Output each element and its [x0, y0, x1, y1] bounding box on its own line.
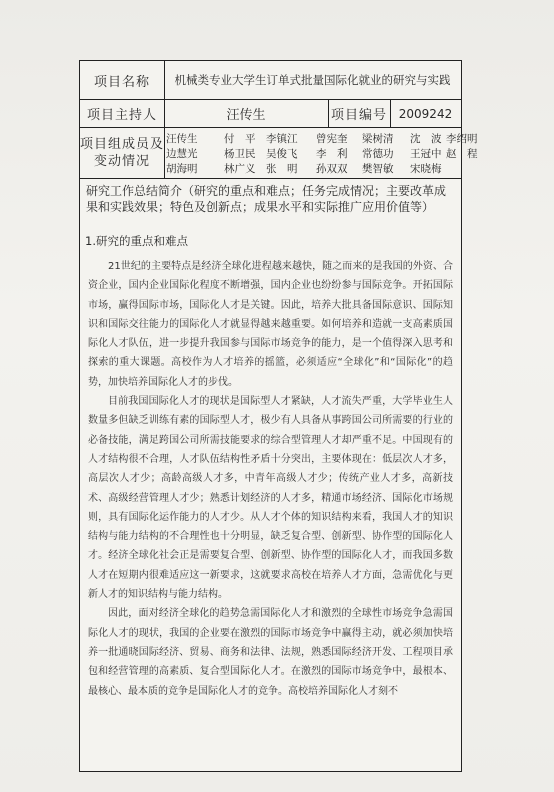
members-label-line2: 变动情况 — [93, 154, 150, 169]
member-name: 张 明 — [266, 163, 298, 175]
project-leader-label: 项目主持人 — [86, 108, 157, 123]
member-name: 付 平 — [224, 133, 256, 145]
members-grid — [164, 131, 478, 176]
paragraph: 目前我国国际化人才的现状是国际型人才紧缺，人才流失严重，大学毕业生人数量多但缺乏训练有素的国际型人才，极少有人具备从事跨国公司所需要的行业的必备技能，满足跨国公司所需技能要求的综合型管理人才却严重不足。中国现有的人才结构很不合理，人才队伍结构性矛盾十分突出，主要体现在：低层次人才多，高层次人才少；高龄高级人才多，中青年高级人才少；传统产业人才多，高新技术、高级经营管理人才少；熟悉计划经济的人才多，精通市场经济、国际化市场规则，具有国际化运作能力的人才少。从人才个体的知识结构来看，我国人才的知识结构与能力结构的不合理性也十分明显，缺乏复合型、创新型、协作型的国际化人才。经济全球化社会正是需要复合型、创新型、协作型的国际化人才，而我国多数人才在短期内很难适应这一新要求，这就要求高校在培养人才方面，急需优化与更新人才的知识结构与能力结构。 — [88, 396, 453, 601]
member-name: 王冠中 — [410, 148, 442, 160]
member-name: 汪传生 — [166, 133, 198, 145]
member-name: 曾宪奎 — [316, 133, 348, 145]
member-name: 李镇江 — [266, 133, 298, 145]
summary-instructions: 研究工作总结简介（研究的重点和难点；任务完成情况；主要改革成果和实践效果；特色及创新点；成果水平和实际推广应用价值等） — [86, 184, 447, 214]
member-name: 胡海明 — [166, 163, 198, 175]
member-name: 常德功 — [362, 148, 394, 160]
member-name: 梁树清 — [362, 133, 394, 145]
member-name: 赵 程 — [446, 148, 478, 160]
member-name: 樊智敏 — [362, 163, 394, 175]
project-leader-value: 汪传生 — [226, 108, 266, 123]
member-name: 沈 波 — [410, 133, 442, 145]
paragraph: 21世纪的主要特点是经济全球化进程越来越快，随之而来的是我国的外资、合资企业，国内企业国际化程度不断增强，国内企业也纷纷参与国际竞争。开拓国际市场，赢得国际市场，国际化人才是关键。因此，培养大批具备国际意识、国际知识和国际交往能力的国际化人才就显得越来越重要。如何培养和造就一支高素质国际化人才队伍，进一步提升我国参与国际市场竞争的能力，是一个值得深入思考和探索的重大课题。高校作为人才培养的摇篮，必须适应“全球化”和“国际化”的趋势，加快培养国际化人才的步伐。 — [88, 261, 453, 388]
section-heading: 1.研究的重点和难点 — [85, 234, 188, 248]
member-name: 吴俊飞 — [266, 148, 298, 160]
members-label-line1: 项目组成员及 — [80, 137, 165, 152]
member-name: 李 利 — [316, 148, 348, 160]
member-name: 李绍明 — [446, 133, 478, 145]
project-members-row — [80, 128, 478, 179]
member-name: 林广义 — [224, 163, 256, 175]
paragraph: 因此，面对经济全球化的趋势急需国际化人才和激烈的全球性市场竞争急需国际化人才的现状，我国的企业要在激烈的国际市场竞争中赢得主动，就必须加快培养一批通晓国际经济、贸易、商务和法律、法规，熟悉国际经济开发、工程项目承包和经营管理的高素质、复合型国际化人才。在激烈的国际市场竞争中，最根本、最核心、最本质的竞争是国际化人才的竞争。高校培养国际化人才刻不 — [88, 608, 453, 697]
member-name: 宋晓梅 — [410, 163, 442, 175]
project-name-row — [80, 61, 461, 100]
project-name-value: 机械类专业大学生订单式批量国际化就业的研究与实践 — [174, 73, 451, 87]
member-name: 孙双双 — [316, 163, 348, 175]
section-body — [88, 257, 453, 701]
project-name-label: 项目名称 — [93, 74, 150, 90]
project-members-label — [80, 128, 164, 178]
member-name: 杨卫民 — [224, 148, 256, 160]
project-leader-row — [80, 100, 461, 128]
project-number-label: 项目编号 — [330, 108, 387, 123]
member-name: 边慧光 — [166, 148, 198, 160]
project-form — [79, 60, 478, 772]
project-number-value: 2009242 — [398, 106, 453, 121]
